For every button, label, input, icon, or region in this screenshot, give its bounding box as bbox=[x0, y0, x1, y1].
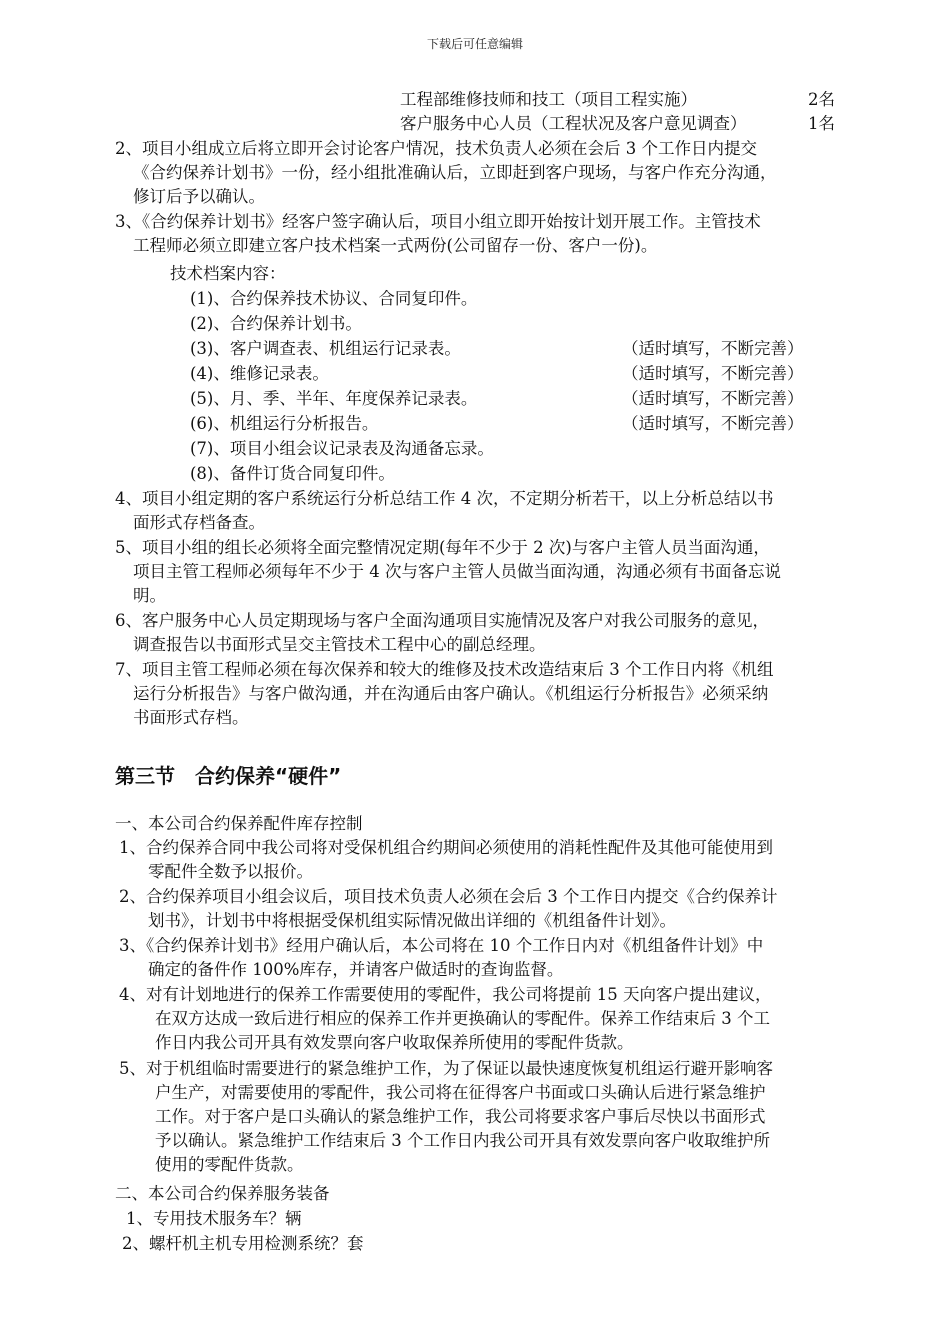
paragraph-line: 调查报告以书面形式呈交主管技术工程中心的副总经理。 bbox=[133, 635, 546, 654]
staff-role: 工程部维修技师和技工（项目工程实施） bbox=[400, 90, 697, 109]
paragraph-line: 6、客户服务中心人员定期现场与客户全面沟通项目实施情况及客户对我公司服务的意见， bbox=[115, 611, 769, 630]
archive-item: (3)、客户调查表、机组运行记录表。 bbox=[190, 339, 461, 358]
paragraph-line: 户生产，对需要使用的零配件，我公司将在征得客户书面或口头确认后进行紧急维护 bbox=[155, 1083, 766, 1102]
paragraph-line: 5、项目小组的组长必须将全面完整情况定期(每年不少于 2 次)与客户主管人员当面沟通， bbox=[115, 538, 770, 557]
paragraph-line: 书面形式存档。 bbox=[133, 708, 249, 727]
archive-item-note: （适时填写，不断完善） bbox=[622, 389, 804, 408]
staff-role: 客户服务中心人员（工程状况及客户意见调查） bbox=[400, 114, 747, 133]
paragraph-line: 予以确认。紧急维护工作结束后 3 个工作日内我公司开具有效发票向客户收取维护所 bbox=[155, 1131, 770, 1150]
section-title: 第三节 合约保养“硬件” bbox=[115, 764, 342, 788]
staff-count: 2名 bbox=[808, 90, 835, 109]
paragraph-line: 使用的零配件货款。 bbox=[155, 1155, 304, 1174]
paragraph-line: 确定的备件作 100%库存，并请客户做适时的查询监督。 bbox=[148, 960, 564, 979]
paragraph-line: 3、《合约保养计划书》经用户确认后，本公司将在 10 个工作日内对《机组备件计划》中 bbox=[119, 936, 764, 955]
archive-item: (5)、月、季、半年、年度保养记录表。 bbox=[190, 389, 478, 408]
subsection-title: 二、本公司合约保养服务装备 bbox=[115, 1184, 330, 1203]
archive-item: (6)、机组运行分析报告。 bbox=[190, 414, 379, 433]
paragraph-line: 作日内我公司开具有效发票向客户收取保养所使用的零配件货款。 bbox=[155, 1033, 634, 1052]
archive-title: 技术档案内容： bbox=[170, 264, 286, 283]
paragraph-line: 明。 bbox=[133, 586, 166, 605]
paragraph-line: 在双方达成一致后进行相应的保养工作并更换确认的零配件。保养工作结束后 3 个工 bbox=[155, 1009, 770, 1028]
paragraph-line: 2、合约保养项目小组会议后，项目技术负责人必须在会后 3 个工作日内提交《合约保养计 bbox=[119, 887, 778, 906]
archive-item-note: （适时填写，不断完善） bbox=[622, 339, 804, 358]
page-header: 下载后可任意编辑 bbox=[426, 37, 523, 51]
list-item: 1、专用技术服务车？辆 bbox=[126, 1209, 302, 1228]
archive-item: (7)、项目小组会议记录表及沟通备忘录。 bbox=[190, 439, 494, 458]
paragraph-line: 5、对于机组临时需要进行的紧急维护工作，为了保证以最快速度恢复机组运行避开影响客 bbox=[119, 1059, 773, 1078]
subsection-title: 一、本公司合约保养配件库存控制 bbox=[115, 814, 363, 833]
paragraph-line: 4、项目小组定期的客户系统运行分析总结工作 4 次，不定期分析若干，以上分析总结以书 bbox=[115, 489, 774, 508]
staff-count: 1名 bbox=[808, 114, 835, 133]
list-item: 2、螺杆机主机专用检测系统？套 bbox=[122, 1234, 364, 1253]
archive-item-note: （适时填写，不断完善） bbox=[622, 414, 804, 433]
archive-item: (4)、维修记录表。 bbox=[190, 364, 329, 383]
paragraph-line: 零配件全数予以报价。 bbox=[148, 862, 313, 881]
paragraph-line: 运行分析报告》与客户做沟通，并在沟通后由客户确认。《机组运行分析报告》必须采纳 bbox=[133, 684, 769, 703]
archive-item: (1)、合约保养技术协议、合同复印件。 bbox=[190, 289, 478, 308]
paragraph-line: 7、项目主管工程师必须在每次保养和较大的维修及技术改造结束后 3 个工作日内将《机组 bbox=[115, 660, 774, 679]
paragraph-line: 1、合约保养合同中我公司将对受保机组合约期间必须使用的消耗性配件及其他可能使用到 bbox=[119, 838, 773, 857]
paragraph-line: 项目主管工程师必须每年不少于 4 次与客户主管人员做当面沟通，沟通必须有书面备忘说 bbox=[133, 562, 781, 581]
paragraph-line: 3、《合约保养计划书》经客户签字确认后，项目小组立即开始按计划开展工作。主管技术 bbox=[115, 212, 761, 231]
paragraph-line: 4、对有计划地进行的保养工作需要使用的零配件，我公司将提前 15 天向客户提出建议， bbox=[119, 985, 772, 1004]
paragraph-line: 2、项目小组成立后将立即开会讨论客户情况，技术负责人必须在会后 3 个工作日内提交 bbox=[115, 139, 757, 158]
paragraph-line: 工作。对于客户是口头确认的紧急维护工作，我公司将要求客户事后尽快以书面形式 bbox=[155, 1107, 766, 1126]
paragraph-line: 修订后予以确认。 bbox=[133, 187, 265, 206]
archive-item: (2)、合约保养计划书。 bbox=[190, 314, 362, 333]
paragraph-line: 《合约保养计划书》一份，经小组批准确认后，立即赶到客户现场，与客户作充分沟通， bbox=[133, 163, 777, 182]
paragraph-line: 面形式存档备查。 bbox=[133, 513, 265, 532]
archive-item-note: （适时填写，不断完善） bbox=[622, 364, 804, 383]
paragraph-line: 划书》，计划书中将根据受保机组实际情况做出详细的《机组备件计划》。 bbox=[148, 911, 676, 930]
paragraph-line: 工程师必须立即建立客户技术档案一式两份(公司留存一份、客户一份)。 bbox=[133, 236, 658, 255]
archive-item: (8)、备件订货合同复印件。 bbox=[190, 464, 395, 483]
